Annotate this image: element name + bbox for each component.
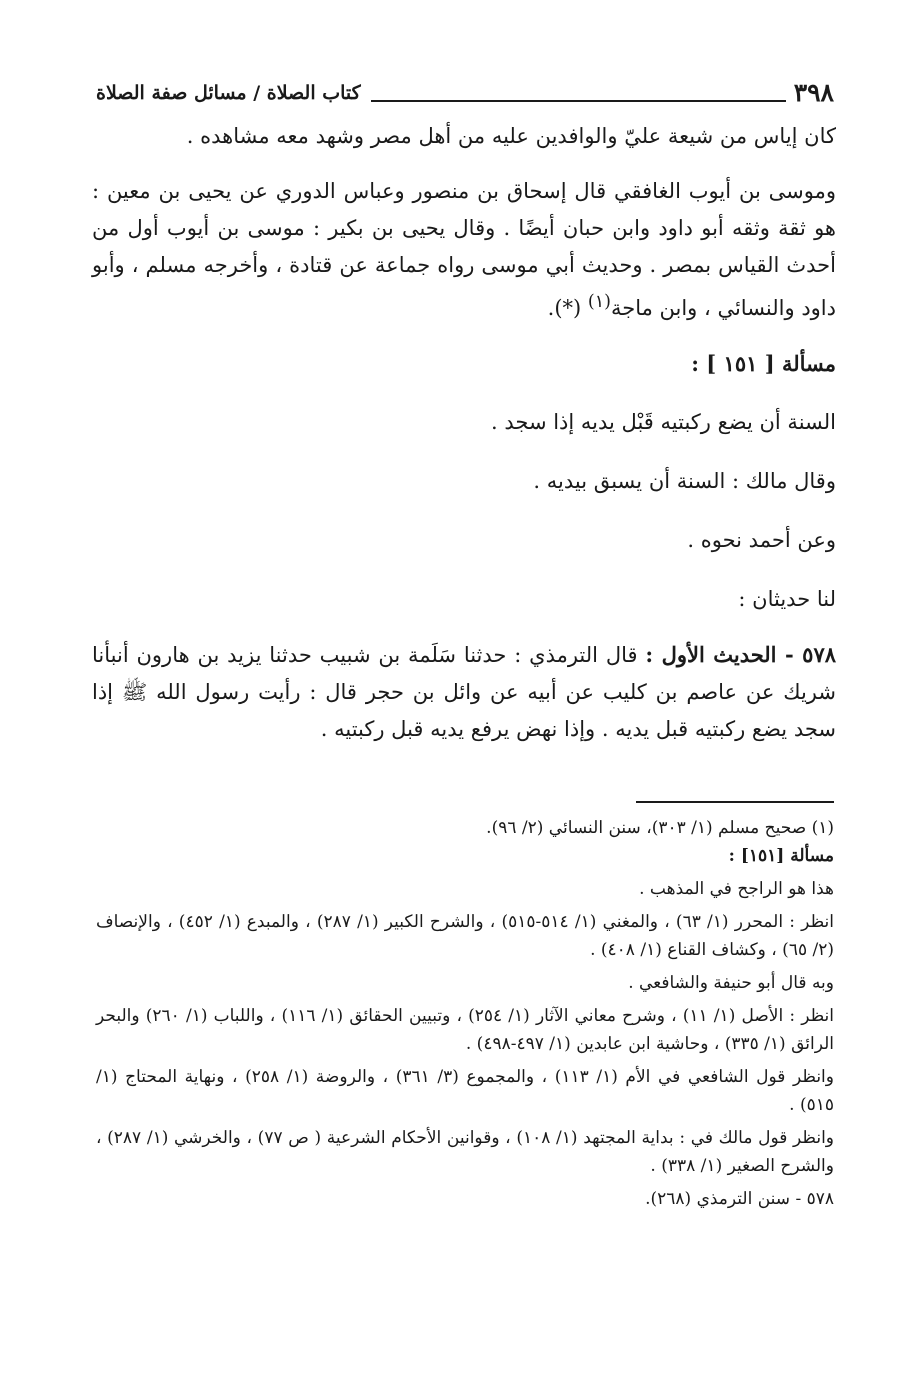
paragraph-musa-end: (*). [547,296,588,320]
footnote-hanbali-refs: انظر : المحرر (١/ ٦٣) ، والمغني (١/ ٥١٤-٥١٥) ، والشرح الكبير (١/ ٢٨٧) ، والمبدع (١/ ٤٥٢) ، والإنصاف (٢/ ٦٥) ، وكشاف القناع (١/ ٤٠٨) . [96,912,834,960]
footnote-madhhab: هذا هو الراجح في المذهب . [639,879,834,899]
header-rule [371,100,786,102]
hadith-578-label: ٥٧٨ - الحديث الأول : [645,642,837,667]
paragraph-iyas: كان إياس من شيعة عليّ والوافدين عليه من أهل مصر وشهد معه مشاهده . [186,124,836,148]
running-header [96,74,834,108]
footnote-1: (١) صحيح مسلم (١/ ٣٠٣)، سنن النسائي (٢/ ٩٦). [486,818,834,838]
footnote-578: ٥٧٨ - سنن الترمذي (٢٦٨). [645,1189,834,1209]
footnote-maliki-refs: وانظر قول مالك في : بداية المجتهد (١/ ١٠٨) ، وقوانين الأحكام الشرعية ( ص ٧٧) ، والخرشي (١/ ٢٨٧) ، والشرح الصغير (١/ ٣٣٨) . [96,1128,834,1176]
footnote-separator [636,801,834,803]
running-title: كتاب الصلاة / مسائل صفة الصلاة [96,82,361,104]
footnotes [96,814,834,1213]
footnote-hanafi-refs: انظر : الأصل (١/ ١١) ، وشرح معاني الآثار (١/ ٢٥٤) ، وتبيين الحقائق (١/ ١١٦) ، واللباب (١/ ٢٦٠) والبحر الرائق (١/ ٣٣٥) ، وحاشية ابن عابدين (١/ ٤٩٧-٤٩٨) . [96,1006,835,1054]
paragraph-musa [92,173,836,327]
paragraph-musa-text: وموسى بن أيوب الغافقي قال إسحاق بن منصور وعباس الدوري عن يحيى بن معين : هو ثقة وثقه أبو داود وابن حبان أيضًا . وقال يحيى بن بكير : موسى بن أيوب أول من أحدث القياس بمصر . وحديث أبي موسى رواه جماعة عن قتادة ، وأخرجه مسلم ، وأبو داود والنسائي ، وابن ماجة [92,179,836,320]
ruling-knees: السنة أن يضع ركبتيه قَبْل يديه إذا سجد . [491,410,836,434]
footnote-masala-heading: مسألة [١٥١] : [728,846,834,866]
two-hadiths-heading: لنا حديثان : [738,587,836,611]
ruling-ahmad: وعن أحمد نحوه . [687,528,836,552]
main-text [92,118,836,748]
footnote-ref-1: (١) [587,292,611,312]
hadith-578-text: قال الترمذي : حدثنا سَلَمة بن شبيب حدثنا يزيد بن هارون أنبأنا شريك عن عاصم بن كليب عن أبيه عن وائل بن حجر قال : رأيت رسول الله ﷺ إذا سجد يضع ركبتيه قبل يديه . وإذا نهض يرفع يديه قبل ركبتيه . [92,643,836,741]
footnote-shafii-refs: وانظر قول الشافعي في الأم (١/ ١١٣) ، والمجموع (٣/ ٣٦١) ، والروضة (١/ ٢٥٨) ، ونهاية المحتاج (١/ ٥١٥) . [96,1067,834,1115]
hadith-578 [92,636,836,748]
masala-heading: مسألة [ ١٥١ ] : [691,351,836,376]
page-number: ٣٩٨ [793,78,834,107]
ruling-malik: وقال مالك : السنة أن يسبق بيديه . [533,469,836,493]
footnote-hanafi-shafii: وبه قال أبو حنيفة والشافعي . [628,973,834,993]
